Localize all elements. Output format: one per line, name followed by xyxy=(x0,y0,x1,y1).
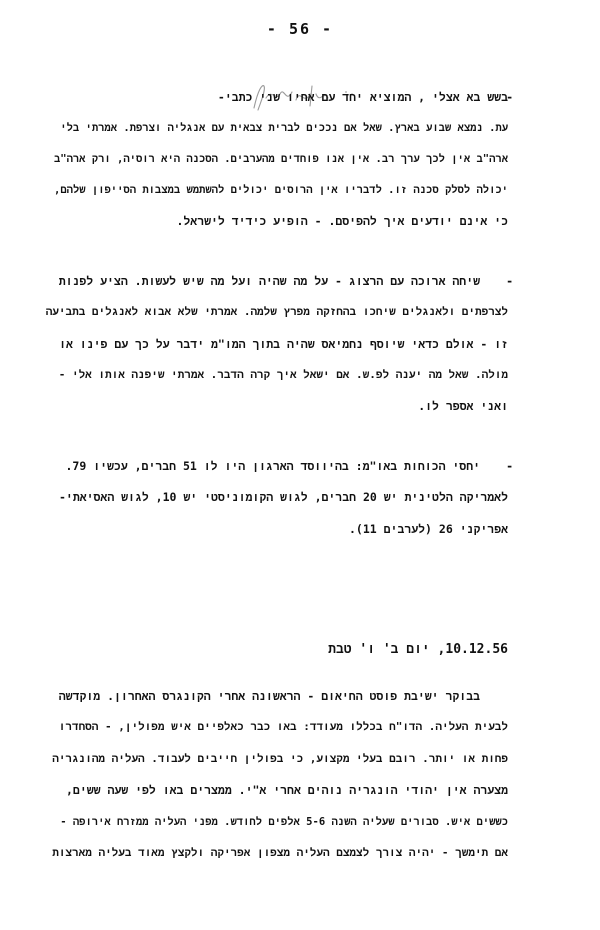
final-paragraph-line-3: פחות או יותר. רובם בעלי מקצוע, כי בפולין חייבים לעבוד. העליה מהונגריה xyxy=(52,752,508,765)
final-paragraph-line-2: לבעית העליה. הדו"ח בכללו מעודד: באו כבר כאלפיים איש מפולין, - הסחדרו xyxy=(58,720,508,733)
paragraph-1-line-5: כי אינם יודעים איך להפיסם. - הופיע כידיד לישראל. xyxy=(176,214,508,228)
paragraph-2-line-3: זו - אולם כדאי שיוסף נחמיאס שהיה בתוך המו"מ ידבר על כך עם פינו או xyxy=(59,337,508,351)
final-paragraph-line-1: בבוקר ישיבת פוסט החיאום - הראשונה אחרי הקונגרס האחרון. מוקדשה xyxy=(58,689,480,703)
paragraph-2-line-5: ואני אספר לו. xyxy=(418,399,508,413)
paragraph-1-line-4: יכולה לסלק סכנה זו. לדבריו אין הרוסים יכולים להשתמש במצבות הסייפון שלהם, xyxy=(54,184,508,196)
paragraph-1-line-1: בשש בא אצלי , המוציא יחד עם אחיו שני כתבי- xyxy=(217,90,508,104)
final-paragraph-line-4: מצערה אין יהודי הונגריה נוהים אחרי א"י. ממצרים באו לפי שעה ששים, xyxy=(66,783,508,797)
paragraph-2-line-4: מולה. שאל מה יענה לפ.ש. אם ישאל איך קרה הדבר. אמרתי שיפנה אותו אלי - xyxy=(58,368,508,381)
page-number: - 56 - xyxy=(266,20,334,38)
final-paragraph-line-5: כששים איש. סבורים שעליה השנה 5-6 אלפים לחודש. מפני העליה ממזרח אירופה - xyxy=(60,816,508,828)
paragraph-1-dash: - xyxy=(506,90,514,104)
paragraph-2-dash: - xyxy=(506,274,514,288)
paragraph-2-line-1: שיחה ארוכה עם הרצוג - על מה שהיה ועל מה שיש לעשות. הציע לפנות xyxy=(58,274,480,288)
paragraph-3-line-2: לאמריקה הלטינית יש 20 חברים, לגוש הקומוניסטי יש 10, לגוש האסיאתי- xyxy=(59,490,508,504)
final-paragraph-line-6: אם תימשך - יהיה צורך לצמצם העליה מצפון אפריקה ולקצץ מאוד בעליה מארצות xyxy=(52,846,508,859)
date-heading: 10.12.56, יום ב' ו' טבת xyxy=(328,642,508,657)
paragraph-3-line-1: יחסי הכוחות באו"מ: בהיווסד הארגון היו לו 51 חברים, עכשיו 79. xyxy=(65,459,480,473)
paragraph-1-line-3: ארה"ב אין לכך ערך רב. אין אנו פוחדים מהערבים. הסכנה היא רוסיה, ורק ארה"ב xyxy=(53,153,508,165)
paragraph-3-dash: - xyxy=(506,459,514,473)
paragraph-2-line-2: לצרפתים ולאנגלים שיחכו בהחזקה מפרץ שלמה. אמרתי שלא אבוא לאנגלים בתביעה xyxy=(45,305,508,318)
paragraph-3-line-3: אפריקני 26 (לערבים 11). xyxy=(349,522,508,536)
paragraph-1-line-2: עת. נמצא שבוע בארץ. שאל אם נככים לברית צבאית עם אנגליה וצרפת. אמרתי בלי xyxy=(60,122,508,134)
